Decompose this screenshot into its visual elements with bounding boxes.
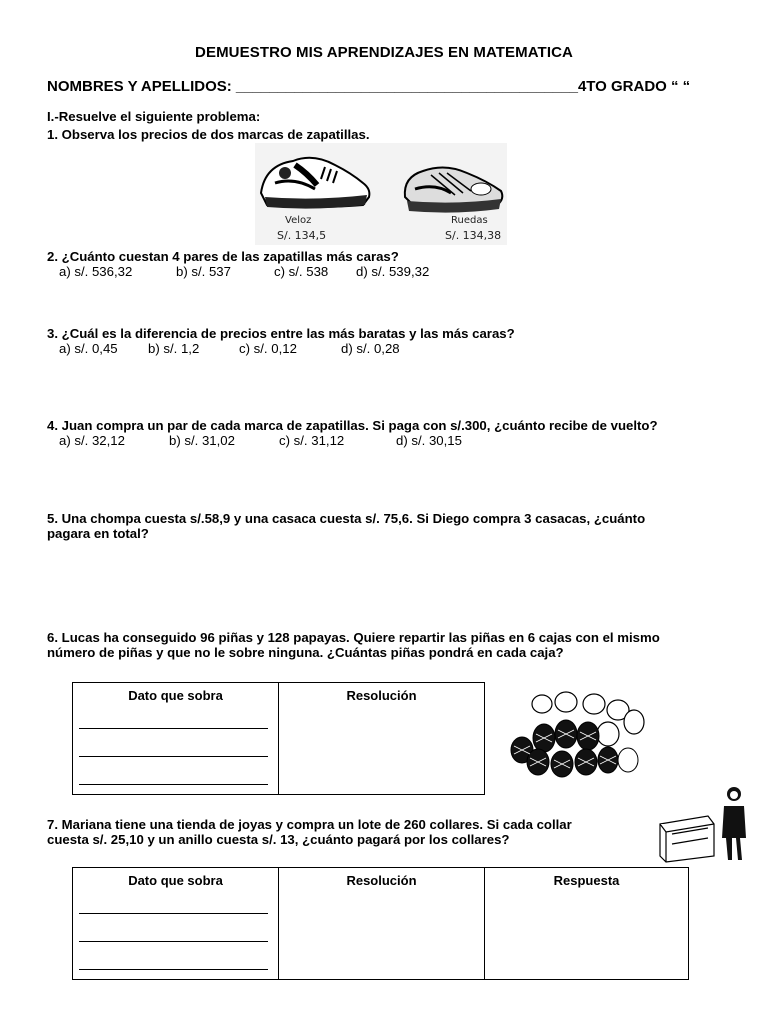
ruedas-price: S/. 134,38 [445, 229, 502, 242]
question-3: 3. ¿Cuál es la diferencia de precios entre las más baratas y las más caras? [47, 326, 515, 341]
question-6-answer-table [72, 682, 485, 795]
q4-option-b: b) s/. 31,02 [169, 433, 235, 448]
question-1: 1. Observa los precios de dos marcas de zapatillas. [47, 127, 370, 142]
student-name-line: NOMBRES Y APELLIDOS: _________________________________________4TO GRADO “ “ [47, 78, 691, 95]
question-7-line-1: 7. Mariana tiene una tienda de joyas y compra un lote de 260 collares. Si cada collar [47, 817, 572, 832]
q2-option-c: c) s/. 538 [274, 264, 329, 279]
question-3-options [59, 341, 400, 356]
q2-option-b: b) s/. 537 [176, 264, 231, 279]
q6-resolucion-header: Resolución [346, 688, 417, 703]
q7-resolucion-header: Resolución [346, 873, 417, 888]
question-6-line-2: número de piñas y que no le sobre ninguna. ¿Cuántas piñas pondrá en cada caja? [47, 645, 564, 660]
ruedas-shoe-icon [405, 167, 503, 212]
q4-option-c: c) s/. 31,12 [279, 433, 345, 448]
q6-resolucion-cell[interactable] [279, 683, 485, 795]
answer-line [79, 913, 268, 914]
answer-line [79, 756, 268, 757]
section-heading: I.-Resuelve el siguiente problema: [47, 109, 261, 124]
q7-dato-cell[interactable] [73, 868, 279, 980]
q4-option-a: a) s/. 32,12 [59, 433, 125, 448]
q6-dato-cell[interactable] [73, 683, 279, 795]
question-6-line-1: 6. Lucas ha conseguido 96 piñas y 128 papayas. Quiere repartir las piñas en 6 cajas con el mismo [47, 630, 660, 645]
question-4: 4. Juan compra un par de cada marca de zapatillas. Si paga con s/.300, ¿cuánto recibe de vuelto? [47, 418, 658, 433]
ruedas-name: Ruedas [451, 215, 488, 226]
q3-option-a: a) s/. 0,45 [59, 341, 118, 356]
question-5-line-1: 5. Una chompa cuesta s/.58,9 y una casaca cuesta s/. 75,6. Si Diego compra 3 casacas, ¿cuánto [47, 511, 646, 526]
veloz-name: Veloz [285, 215, 312, 226]
question-2-options [59, 264, 429, 279]
worksheet-title: DEMUESTRO MIS APRENDIZAJES EN MATEMATICA [195, 44, 573, 61]
q2-option-d: d) s/. 539,32 [356, 264, 430, 279]
jewelry-shop-icon [658, 780, 754, 864]
q4-option-d: d) s/. 30,15 [396, 433, 462, 448]
shoes-illustration [255, 143, 507, 245]
q7-respuesta-cell[interactable] [485, 868, 689, 980]
question-2: 2. ¿Cuánto cuestan 4 pares de las zapatillas más caras? [47, 249, 399, 264]
question-7-line-2: cuesta s/. 25,10 y un anillo cuesta s/. 13, ¿cuánto pagará por los collares? [47, 832, 510, 847]
question-7-answer-table [72, 867, 689, 980]
q6-dato-header: Dato que sobra [128, 688, 223, 703]
question-4-options [59, 433, 462, 448]
q3-option-d: d) s/. 0,28 [341, 341, 400, 356]
q3-option-c: c) s/. 0,12 [239, 341, 297, 356]
answer-line [79, 941, 268, 942]
veloz-price: S/. 134,5 [277, 229, 327, 242]
q3-option-b: b) s/. 1,2 [148, 341, 200, 356]
q7-resolucion-cell[interactable] [279, 868, 485, 980]
answer-line [79, 728, 268, 729]
pineapples-papayas-icon [508, 690, 650, 782]
q7-dato-header: Dato que sobra [128, 873, 223, 888]
answer-line [79, 969, 268, 970]
q2-option-a: a) s/. 536,32 [59, 264, 133, 279]
veloz-shoe-icon [261, 158, 369, 209]
answer-line [79, 784, 268, 785]
q7-respuesta-header: Respuesta [553, 873, 620, 888]
question-5-line-2: pagara en total? [47, 526, 149, 541]
